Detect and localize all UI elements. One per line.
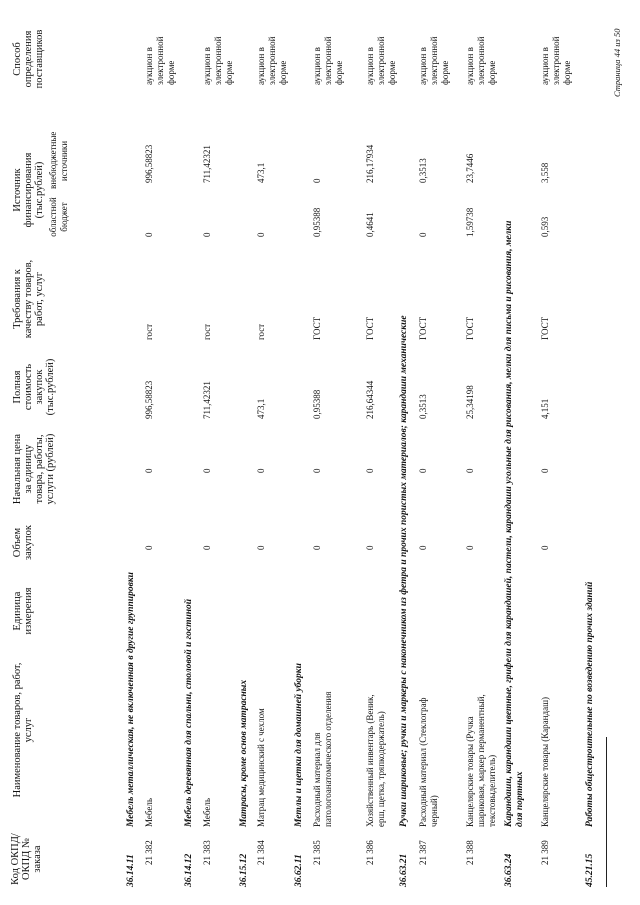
procurement-method: аукцион в электронной форме	[465, 36, 497, 85]
funding-regional-value: 0	[256, 232, 266, 237]
funding-extrabudget-value: 0,3513	[418, 158, 428, 183]
group-code: 36.63.24	[504, 853, 514, 887]
quality-standard: гост	[144, 323, 154, 340]
total-cost-value: 0,95388	[312, 389, 322, 419]
funding-extrabudget-value: 3,558	[540, 162, 550, 183]
total-cost-value: 216,64344	[365, 380, 375, 419]
funding-regional-value: 0	[144, 232, 154, 237]
order-number: 21 387	[418, 840, 428, 865]
group-code: 45.21.15	[585, 853, 595, 887]
header-funding: Источник финансирования (тыс.рублей)	[12, 152, 45, 228]
funding-extrabudget-value: 711,42321	[202, 145, 212, 183]
order-number: 21 384	[256, 840, 266, 865]
header-funding-extrabudget: внебюджетные источники	[48, 131, 69, 189]
funding-extrabudget-value: 216,17934	[365, 144, 375, 183]
group-title: Карандаши, карандаши цветные, грифели для карандашей, пастели, карандаши угольные для рисования, мелки для письма и рисования, мелки для портных	[504, 220, 525, 827]
unit-price-value: 0	[365, 468, 375, 473]
group-title: Мебель деревянная для спальни, столовой и гостиной	[184, 598, 194, 827]
funding-regional-value: 0,4641	[365, 212, 375, 237]
volume-value: 0	[418, 545, 428, 550]
volume-value: 0	[202, 545, 212, 550]
volume-value: 0	[365, 545, 375, 550]
group-code: 36.63.21	[399, 853, 409, 887]
procurement-method: аукцион в электронной форме	[144, 36, 176, 85]
procurement-method: аукцион в электронной форме	[202, 36, 234, 85]
volume-value: 0	[465, 545, 475, 550]
item-name: Канцелярские товары (Карандаш)	[540, 697, 550, 827]
funding-regional-value: 0,593	[540, 216, 550, 237]
item-name: Матрац медицинский с чехлом	[256, 708, 266, 827]
header-name: Наименование товаров, работ, услуг	[12, 662, 34, 798]
quality-standard: ГОСТ	[365, 316, 375, 340]
divider	[606, 737, 607, 887]
funding-extrabudget-value: 996,58823	[144, 144, 154, 183]
total-cost-value: 4,151	[540, 398, 550, 419]
group-title: Метлы и щетки для домашней уборки	[294, 663, 304, 827]
header-total-cost: Полная стоимость закупок (тыс.рублей)	[12, 358, 56, 416]
total-cost-value: 25,34198	[465, 385, 475, 419]
item-name: Расходный материал (Стеклограф черный)	[418, 697, 439, 827]
volume-value: 0	[256, 545, 266, 550]
unit-price-value: 0	[256, 468, 266, 473]
procurement-method: аукцион в электронной форме	[540, 36, 572, 85]
header-unit-price: Начальная цена за единицу товара, работы, услуги (рублей)	[12, 433, 56, 505]
funding-extrabudget-value: 23,7446	[465, 153, 475, 183]
header-unit: Единица измерения	[12, 587, 34, 635]
total-cost-value: 996,58823	[144, 380, 154, 419]
item-name: Мебель	[202, 798, 212, 827]
header-quality: Требования к качеству товаров, работ, услуг	[12, 259, 45, 339]
order-number: 21 389	[540, 840, 550, 865]
unit-price-value: 0	[418, 468, 428, 473]
quality-standard: ГОСТ	[312, 316, 322, 340]
group-code: 36.15.12	[239, 853, 249, 887]
funding-regional-value: 0,95388	[312, 207, 322, 237]
volume-value: 0	[144, 545, 154, 550]
unit-price-value: 0	[202, 468, 212, 473]
item-name: Расходный материал для патологоанатомического отделения	[312, 691, 333, 827]
header-funding-regional: областной бюджет	[48, 197, 69, 237]
order-number: 21 385	[312, 840, 322, 865]
group-title: Работы общестроительные по возведению прочих зданий	[585, 581, 595, 827]
page-number: Страница 44 из 50	[612, 28, 622, 97]
item-name: Канцелярские товары (Ручка шариковая, маркер перманентный, текстовыделитель)	[465, 694, 497, 827]
group-code: 36.62.11	[294, 854, 304, 887]
header-method: Способ определения поставщиков	[12, 29, 45, 89]
group-code: 36.14.11	[126, 854, 136, 887]
unit-price-value: 0	[465, 468, 475, 473]
order-number: 21 383	[202, 840, 212, 865]
funding-regional-value: 1,59738	[465, 207, 475, 237]
group-title: Мебель металлическая, не включенная в другие группировки	[126, 572, 136, 827]
funding-extrabudget-value: 0	[312, 178, 322, 183]
funding-extrabudget-value: 473,1	[256, 162, 266, 183]
quality-standard: ГОСТ	[418, 316, 428, 340]
unit-price-value: 0	[144, 468, 154, 473]
procurement-method: аукцион в электронной форме	[312, 36, 344, 85]
total-cost-value: 0,3513	[418, 394, 428, 419]
volume-value: 0	[312, 545, 322, 550]
item-name: Хозяйственный инвентарь (Веник, ерш, щетка, тряпкодержатель)	[365, 694, 386, 827]
unit-price-value: 0	[540, 468, 550, 473]
procurement-method: аукцион в электронной форме	[365, 36, 397, 85]
header-code: Код ОКПД/ ОКПД № заказа	[10, 833, 43, 885]
order-number: 21 386	[365, 840, 375, 865]
order-number: 21 382	[144, 840, 154, 865]
unit-price-value: 0	[312, 468, 322, 473]
procurement-method: аукцион в электронной форме	[256, 36, 288, 85]
group-title: Ручки шариковые; ручки и маркеры с наконечником из фетра и прочих пористых материалов; карандаши механические	[399, 315, 409, 827]
total-cost-value: 473,1	[256, 398, 266, 419]
quality-standard: ГОСТ	[540, 316, 550, 340]
group-code: 36.14.12	[184, 853, 194, 887]
quality-standard: ГОСТ	[465, 316, 475, 340]
funding-regional-value: 0	[202, 232, 212, 237]
group-title: Матрасы, кроме основ матрасных	[239, 679, 249, 827]
item-name: Мебель	[144, 798, 154, 827]
quality-standard: гост	[202, 323, 212, 340]
total-cost-value: 711,42321	[202, 381, 212, 419]
volume-value: 0	[540, 545, 550, 550]
funding-regional-value: 0	[418, 232, 428, 237]
header-volume: Объем закупок	[12, 525, 34, 560]
quality-standard: гост	[256, 323, 266, 340]
procurement-method: аукцион в электронной форме	[418, 36, 450, 85]
order-number: 21 388	[465, 840, 475, 865]
